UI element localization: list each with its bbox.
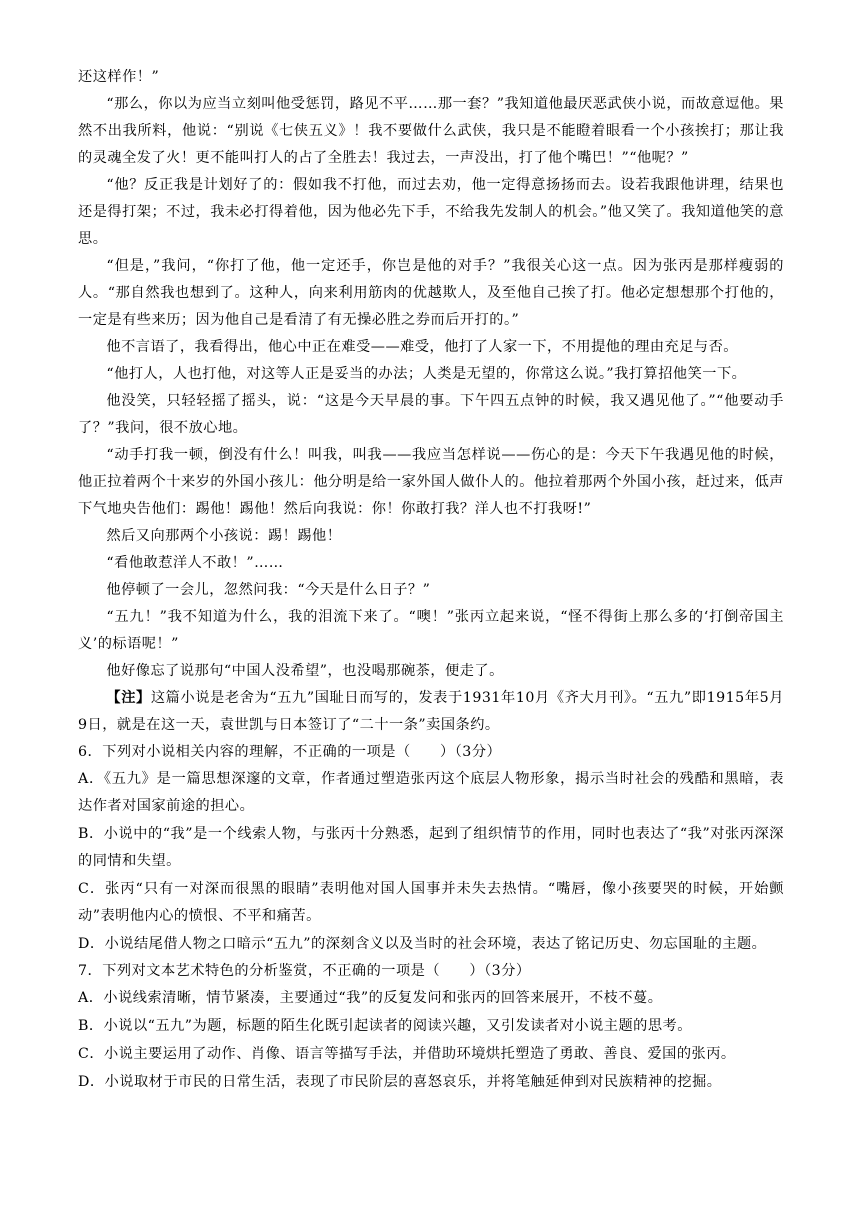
- paragraph-8: “动手打我一顿，倒没有什么！叫我，叫我——我应当怎样说——伤心的是：今天下午我遇见他的时候，他正拉着两个十来岁的外国小孩儿：他分明是给一家外国人做仆人的。他拉着那两个外国小孩，赶过来，低声下气地央告他们：踢他！踢他！然后向我说：你！你敢打我？洋人也不打我呀!”: [78, 447, 784, 517]
- question-6-stem: 6．下列对小说相关内容的理解，不正确的一项是（ ）（3分）: [78, 744, 502, 760]
- paragraph-12: “五九！”我不知道为什么，我的泪流下来了。“噢！”张丙立起来说，“怪不得街上那么多的‘打倒帝国主义’的标语呢！”: [78, 609, 784, 652]
- paragraph-9: 然后又向那两个小孩说：踢！踢他！: [106, 528, 342, 544]
- paragraph-6: “他打人，人也打他，对这等人正是妥当的办法；人类是无望的，你常这么说。”我打算招他笑一下。: [106, 366, 747, 382]
- question-7-option-b: B．小说以“五九”为题，标题的陌生化既引起读者的阅读兴趣，又引发读者对小说主题的思考。: [78, 1018, 692, 1034]
- paragraph-5: 他不言语了，我看得出，他心中正在难受——难受，他打了人家一下，不用提他的理由充足与否。: [106, 339, 738, 355]
- document-body: [78, 64, 784, 1096]
- paragraph-11: 他停顿了一会儿，忽然问我：“今天是什么日子？”: [106, 582, 431, 598]
- note-text: 这篇小说是老舍为“五九”国耻日而写的，发表于1931年10月《齐大月刊》。“五九”即1915年5月9日，就是在这一天，袁世凯与日本签订了“二十一条”卖国条约。: [78, 690, 784, 733]
- question-6-option-d: D．小说结尾借人物之口暗示“五九”的深刻含义以及当时的社会环境，表达了铭记历史、勿忘国耻的主题。: [78, 936, 767, 952]
- question-6-option-b: B．小说中的“我”是一个线索人物，与张丙十分熟悉，起到了组织情节的作用，同时也表达了“我”对张丙深深的同情和失望。: [78, 826, 784, 869]
- question-7-stem: 7．下列对文本艺术特色的分析鉴赏，不正确的一项是（ ）（3分）: [78, 963, 531, 979]
- paragraph-2: “那么，你以为应当立刻叫他受惩罚，路见不平……那一套？”我知道他最厌恶武侠小说，而故意逗他。果然不出我所料，他说：“别说《七侠五义》！我不要做什么武侠，我只是不能瞪着眼看一个小孩挨打；那让我的灵魂全发了火！更不能叫打人的占了全胜去！我过去，一声没出，打了他个嘴巴！”“他呢？”: [78, 96, 784, 166]
- question-7-option-c: C．小说主要运用了动作、肖像、语言等描写手法，并借助环境烘托塑造了勇敢、善良、爱国的张丙。: [78, 1046, 736, 1062]
- question-7-option-d: D．小说取材于市民的日常生活，表现了市民阶层的喜怒哀乐，并将笔触延伸到对民族精神的挖掘。: [78, 1074, 722, 1090]
- question-6-option-a: A．《五九》是一篇思想深邃的文章，作者通过塑造张丙这个底层人物形象，揭示当时社会的残酷和黑暗，表达作者对国家前途的担心。: [78, 771, 784, 814]
- annotation-note: [78, 685, 784, 739]
- note-tag: 【注】: [106, 690, 151, 706]
- paragraph-4: “但是，”我问，“你打了他，他一定还手，你岂是他的对手？”我很关心这一点。因为张丙是那样瘦弱的人。“那自然我也想到了。这种人，向来利用筋肉的优越欺人，及至他自己挨了打。他必定想想那个打他的，一定是有些来历；因为他自己是看清了有无操必胜之券而后开打的。”: [78, 258, 784, 328]
- question-6-option-c: C．张丙“只有一对深而很黑的眼睛”表明他对国人国事并未失去热情。“嘴唇，像小孩要哭的时候，开始颤动”表明他内心的愤恨、不平和痛苦。: [78, 881, 784, 924]
- paragraph-3: “他？反正我是计划好了的：假如我不打他，而过去劝，他一定得意扬扬而去。设若我跟他讲理，结果也还是得打架；不过，我未必打得着他，因为他必先下手，不给我先发制人的机会。”他又笑了。我知道他笑的意思。: [78, 177, 784, 247]
- paragraph-1: 还这样作！”: [78, 69, 160, 85]
- paragraph-13: 他好像忘了说那句“中国人没希望”，也没喝那碗茶，便走了。: [106, 663, 504, 679]
- paragraph-7: 他没笑，只轻轻摇了摇头，说：“这是今天早晨的事。下午四五点钟的时候，我又遇见他了。”“他要动手了？”我问，很不放心地。: [78, 393, 784, 436]
- paragraph-10: “看他敢惹洋人不敢！”……: [106, 555, 284, 571]
- question-7-option-a: A．小说线索清晰，情节紧凑，主要通过“我”的反复发问和张丙的回答来展开，不枝不蔓。: [78, 990, 663, 1006]
